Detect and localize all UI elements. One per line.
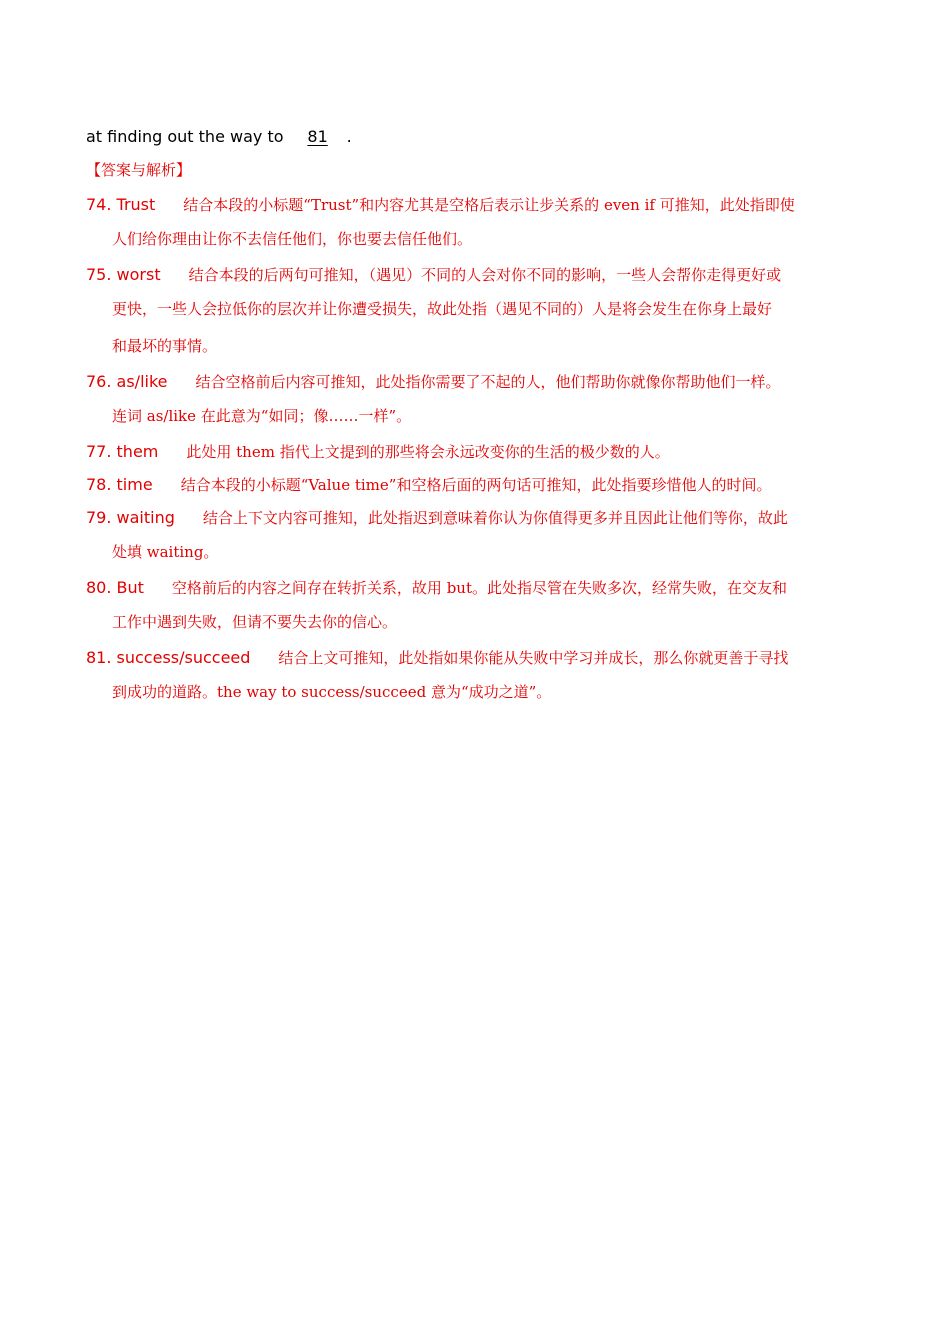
explanation-text: 空格前后的内容之间存在转折关系，故用 but。此处指尽管在失败多次，经常失败，在交友和 bbox=[171, 579, 787, 597]
answer-item-75 bbox=[86, 258, 866, 365]
item-line: 人们给你理由让你不去信任他们，你也要去信任他们。 bbox=[112, 230, 473, 248]
answer-item-78 bbox=[86, 468, 866, 501]
explanation-text: 结合本段的小标题“Value time”和空格后面的两句话可推知，此处指要珍惜他人的时间。 bbox=[180, 476, 772, 494]
answer-label: 81. success/succeed bbox=[86, 648, 251, 667]
explanation-text: 此处用 them 指代上文提到的那些将会永远改变你的生活的极少数的人。 bbox=[186, 443, 670, 461]
document-content bbox=[86, 122, 866, 711]
item-line: 和最坏的事情。 bbox=[112, 337, 218, 355]
explanation-text: 结合上文可推知，此处指如果你能从失败中学习并成长，那么你就更善于寻找 bbox=[278, 649, 789, 667]
intro-end: . bbox=[346, 127, 352, 146]
intro-sentence bbox=[86, 122, 866, 152]
item-line bbox=[86, 468, 866, 501]
answer-item-81 bbox=[86, 641, 866, 711]
item-line bbox=[86, 435, 866, 468]
answer-label: 79. waiting bbox=[86, 508, 175, 527]
intro-text: at finding out the way to bbox=[86, 127, 289, 146]
answer-item-77 bbox=[86, 435, 866, 468]
item-line bbox=[86, 501, 866, 534]
explanation-text: 结合本段的后两句可推知，（遇见）不同的人会对你不同的影响，一些人会帮你走得更好或 bbox=[188, 266, 782, 284]
item-line bbox=[86, 571, 866, 604]
answer-item-76 bbox=[86, 365, 866, 435]
answer-label: 76. as/like bbox=[86, 372, 168, 391]
item-line bbox=[86, 258, 866, 291]
item-line: 连词 as/like 在此意为“如同；像……一样”。 bbox=[112, 407, 412, 425]
blank-81: 81 bbox=[307, 127, 328, 146]
answer-label: 77. them bbox=[86, 442, 159, 461]
answer-item-80 bbox=[86, 571, 866, 641]
answer-label: 75. worst bbox=[86, 265, 161, 284]
answer-item-74 bbox=[86, 188, 866, 258]
answer-label: 80. But bbox=[86, 578, 144, 597]
item-line bbox=[86, 641, 866, 674]
explanation-text: 结合空格前后内容可推知，此处指你需要了不起的人，他们帮助你就像你帮助他们一样。 bbox=[195, 373, 781, 391]
item-line bbox=[86, 365, 866, 398]
item-line bbox=[86, 188, 866, 221]
item-line: 更快，一些人会拉低你的层次并让你遭受损失，故此处指（遇见不同的）人是将会发生在你身上最好 bbox=[112, 300, 773, 318]
explanation-text: 结合本段的小标题“Trust”和内容尤其是空格后表示让步关系的 even if 可推知，此处指即使 bbox=[183, 196, 795, 214]
item-line: 到成功的道路。the way to success/succeed 意为“成功之道”。 bbox=[112, 683, 552, 701]
explanation-text: 结合上下文内容可推知，此处指迟到意味着你认为你值得更多并且因此让他们等你，故此 bbox=[202, 509, 788, 527]
item-line: 工作中遇到失败，但请不要失去你的信心。 bbox=[112, 613, 398, 631]
answer-label: 78. time bbox=[86, 475, 153, 494]
answer-item-79 bbox=[86, 501, 866, 571]
section-header: 【答案与解析】 bbox=[86, 161, 192, 179]
item-line: 处填 waiting。 bbox=[112, 543, 219, 561]
answer-label: 74. Trust bbox=[86, 195, 156, 214]
